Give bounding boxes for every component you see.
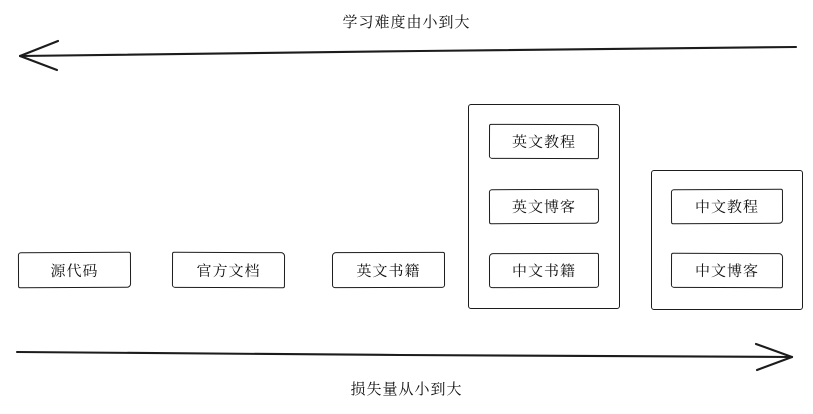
bottom-arrow-right xyxy=(17,344,792,370)
node-chinese-tutorial[interactable]: 中文教程 xyxy=(671,189,783,224)
bottom-caption: 损失量从小到大 xyxy=(350,380,463,398)
top-arrow-left xyxy=(20,41,796,70)
node-chinese-blog[interactable]: 中文博客 xyxy=(671,253,783,288)
node-english-blog[interactable]: 英文博客 xyxy=(489,189,599,224)
node-english-books[interactable]: 英文书籍 xyxy=(332,252,445,288)
node-source-code[interactable]: 源代码 xyxy=(18,252,131,288)
top-caption: 学习难度由小到大 xyxy=(342,13,471,31)
node-english-tutorial[interactable]: 英文教程 xyxy=(489,124,599,159)
node-chinese-books[interactable]: 中文书籍 xyxy=(489,253,599,288)
node-official-docs[interactable]: 官方文档 xyxy=(172,252,285,288)
